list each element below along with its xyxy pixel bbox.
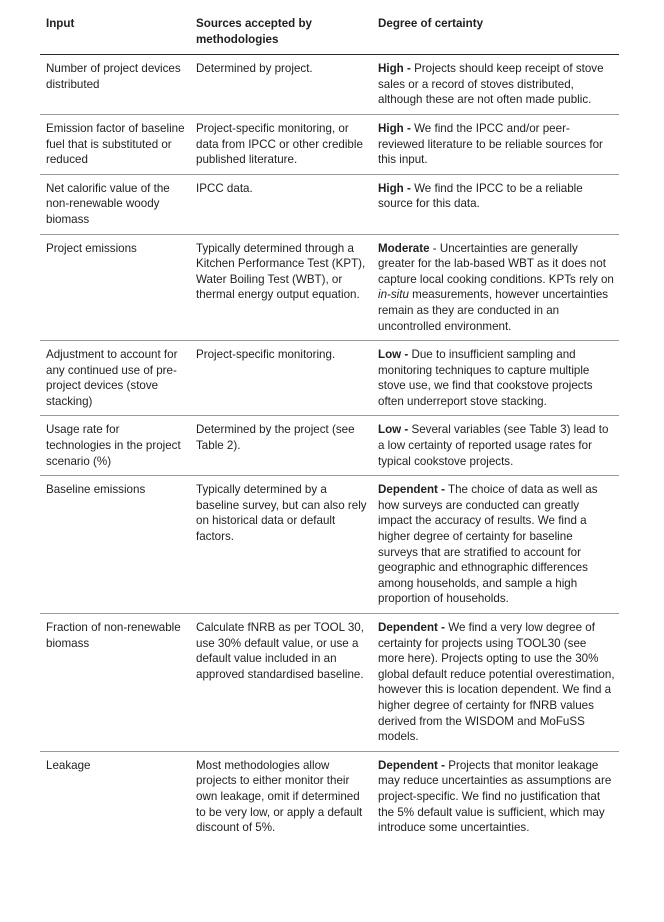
table-row <box>40 341 619 416</box>
cell-input: Net calorific value of the non-renewable woody biomass <box>46 181 170 226</box>
table-row <box>40 55 619 115</box>
certainty-text: Due to insufficient sampling and monitoring techniques to capture multiple stove use, we find that cookstove projects often underreport stove stacking. <box>378 348 593 408</box>
table-header-row <box>40 14 619 55</box>
certainty-text-italic: in-situ <box>378 288 409 302</box>
table-row <box>40 476 619 614</box>
cell-input: Project emissions <box>46 241 137 255</box>
certainty-text-after: measurements, however uncertainties remain as they are conducted in an uncontrolled environment. <box>378 288 609 333</box>
certainty-level: Dependent - <box>378 758 445 772</box>
table-row <box>40 751 619 841</box>
certainty-level: High - <box>378 62 411 76</box>
cell-sources: Project-specific monitoring. <box>196 348 336 362</box>
table-row <box>40 114 619 174</box>
cell-certainty <box>372 234 619 341</box>
cell-sources: IPCC data. <box>196 181 253 195</box>
cell-certainty <box>372 55 619 115</box>
certainty-level: High - <box>378 121 411 135</box>
cell-input: Fraction of non-renewable biomass <box>46 621 181 650</box>
cell-sources: Calculate fNRB as per TOOL 30, use 30% default value, or use a default value included in an approved standardised baseline. <box>196 621 364 681</box>
table-body <box>40 55 619 842</box>
certainty-text: Several variables (see Table 3) lead to a low certainty of reported usage rates for typical cookstove projects. <box>378 423 609 468</box>
cell-input: Usage rate for technologies in the project scenario (%) <box>46 423 181 468</box>
certainty-level: Dependent - <box>378 621 445 634</box>
table-row <box>40 416 619 476</box>
table-row <box>40 234 619 341</box>
table-row <box>40 174 619 234</box>
certainty-table <box>40 14 619 842</box>
cell-sources: Determined by the project (see Table 2). <box>196 423 355 453</box>
certainty-level: Moderate <box>378 241 430 255</box>
certainty-text: Projects should keep receipt of stove sales or a record of stoves distributed, although these are not often made public. <box>378 62 604 107</box>
certainty-text: The choice of data as well as how surveys are conducted can greatly impact the accuracy of results. We find a higher degree of certainty for baseline surveys that are stratified to account for geographic and ethnographic differences among households, and sample a high proportion of households. <box>378 483 598 606</box>
cell-sources: Determined by project. <box>196 62 313 76</box>
cell-sources: Most methodologies allow projects to either monitor their own leakage, omit if determined to be very low, or apply a default discount of 5%. <box>196 758 363 835</box>
certainty-text: Projects that monitor leakage may reduce uncertainties as assumptions are project-specific. We find no justification that the 5% default value is sufficient, which may introduce some uncertainties. <box>378 758 612 835</box>
cell-input: Emission factor of baseline fuel that is substituted or reduced <box>46 121 185 167</box>
header-input: Input <box>40 14 190 55</box>
cell-input: Adjustment to account for any continued use of pre-project devices (stove stacking) <box>46 348 178 408</box>
header-certainty: Degree of certainty <box>372 14 619 55</box>
certainty-level: Low - <box>378 348 409 362</box>
certainty-text: - Uncertainties are generally greater for the lab-based WBT as it does not capture local cooking conditions. KPTs rely on <box>378 241 614 286</box>
certainty-text: We find the IPCC to be a reliable source for this data. <box>378 181 583 211</box>
certainty-level: Low - <box>378 423 409 437</box>
cell-input: Baseline emissions <box>46 483 146 497</box>
cell-certainty <box>372 114 619 174</box>
certainty-level: High - <box>378 181 411 195</box>
certainty-text: We find a very low degree of certainty for projects using TOOL30 (see more here). Projects opting to use the 30% global default reduce potential overestimation, however this is location dependent. We find a higher degree of certainty for fNRB values derived from the WISDOM and MoFuSS models. <box>378 621 615 744</box>
cell-certainty <box>372 174 619 234</box>
cell-certainty <box>372 416 619 476</box>
cell-input: Leakage <box>46 758 91 772</box>
cell-sources: Project-specific monitoring, or data from IPCC or other credible published literature. <box>196 121 363 167</box>
cell-certainty <box>372 751 619 841</box>
cell-certainty <box>372 614 619 752</box>
cell-input: Number of project devices distributed <box>46 62 181 91</box>
cell-certainty <box>372 341 619 416</box>
cell-sources: Typically determined by a baseline survey, but can also rely on historical data or default factors. <box>196 483 367 544</box>
table-row <box>40 614 619 752</box>
cell-sources: Typically determined through a Kitchen Performance Test (KPT), Water Boiling Test (WBT), or thermal energy output equation. <box>196 241 366 302</box>
certainty-level: Dependent - <box>378 483 445 497</box>
certainty-text: We find the IPCC and/or peer-reviewed literature to be reliable sources for this input. <box>378 121 603 167</box>
cell-certainty <box>372 476 619 614</box>
header-sources: Sources accepted by methodologies <box>190 14 372 55</box>
